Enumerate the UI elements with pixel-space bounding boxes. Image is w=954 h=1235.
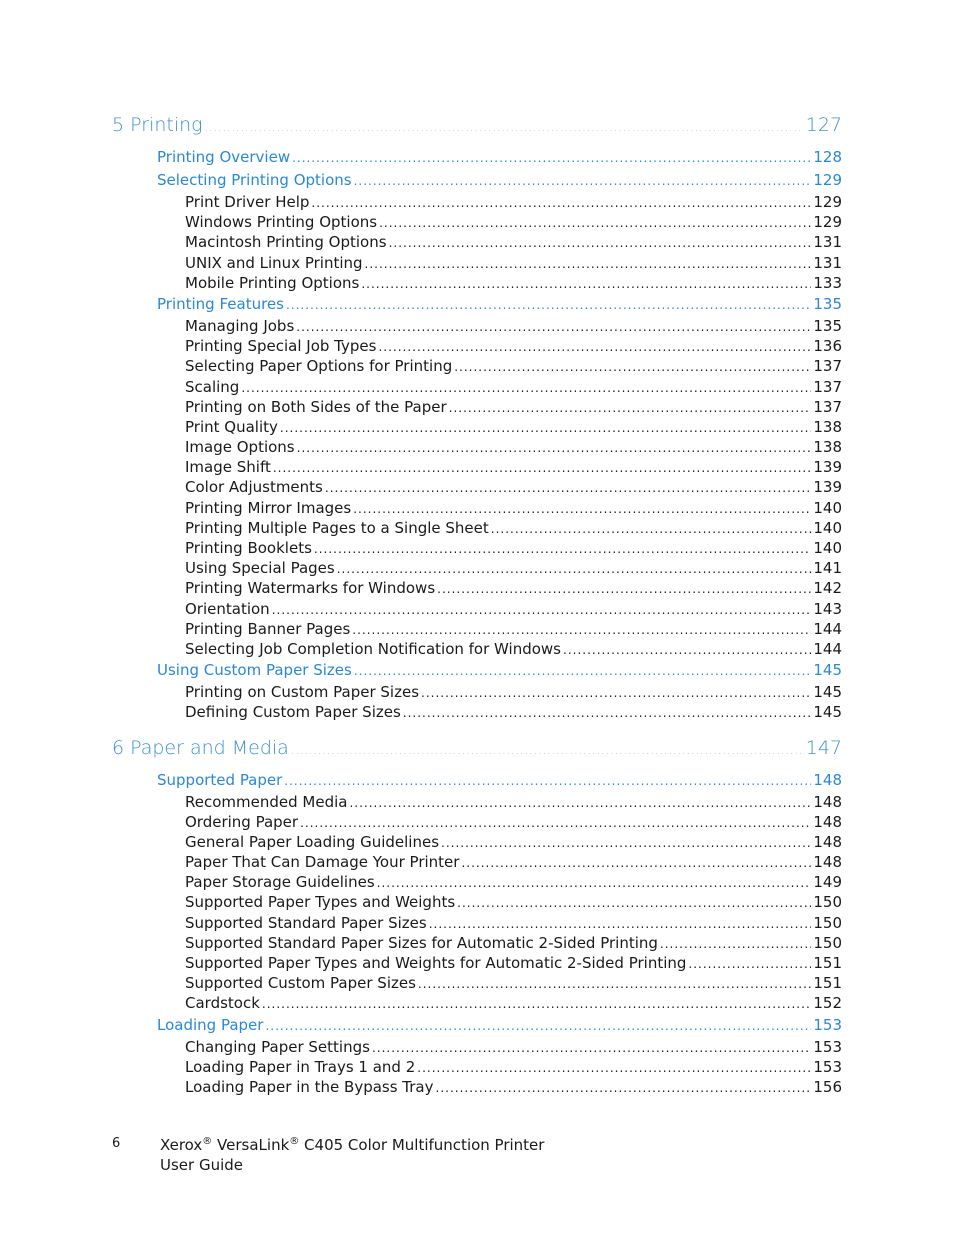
dot-leader bbox=[389, 233, 812, 253]
toc-subsection-title[interactable]: Supported Standard Paper Sizes for Automatic 2-Sided Printing bbox=[185, 933, 658, 952]
toc-subsection-page-number[interactable]: 137 bbox=[813, 357, 842, 376]
toc-subsection-title[interactable]: Paper That Can Damage Your Printer bbox=[185, 853, 460, 872]
dot-leader bbox=[311, 193, 811, 213]
dot-leader bbox=[417, 1058, 811, 1078]
toc-subsection[interactable] bbox=[185, 192, 842, 212]
toc-subsection-page-number[interactable]: 142 bbox=[813, 579, 842, 598]
toc-section-title[interactable]: Supported Paper bbox=[157, 770, 283, 789]
toc-chapter-title[interactable]: 5 Printing bbox=[112, 114, 203, 136]
toc-subsection[interactable] bbox=[185, 457, 842, 477]
toc-subsection-title[interactable]: Print Driver Help bbox=[185, 193, 310, 211]
dot-leader bbox=[563, 640, 811, 660]
toc-chapter-page-number[interactable]: 147 bbox=[805, 736, 842, 759]
toc-subsection[interactable] bbox=[185, 558, 842, 578]
dot-leader bbox=[354, 170, 812, 193]
toc-subsection-page-number[interactable]: 150 bbox=[813, 913, 842, 932]
toc-section[interactable] bbox=[157, 293, 842, 316]
toc-subsection-page-number[interactable]: 145 bbox=[813, 683, 842, 702]
toc-subsection-title[interactable]: Supported Custom Paper Sizes bbox=[185, 974, 416, 993]
toc-subsection-title[interactable]: Using Special Pages bbox=[185, 559, 335, 578]
dot-leader bbox=[286, 294, 811, 317]
dot-leader bbox=[377, 873, 812, 893]
chapter-spacer bbox=[0, 723, 954, 733]
toc-subsection-title[interactable]: Supported Paper Types and Weights bbox=[185, 893, 456, 912]
footer-product: VersaLink bbox=[217, 1136, 290, 1154]
toc-subsection[interactable] bbox=[185, 498, 842, 518]
toc-subsection-page-number[interactable]: 144 bbox=[813, 639, 842, 658]
toc-section-page-number[interactable]: 128 bbox=[813, 148, 842, 166]
toc-subsection-title[interactable]: Windows Printing Options bbox=[185, 213, 378, 232]
toc-subsection-page-number[interactable]: 133 bbox=[813, 273, 842, 292]
toc-subsection[interactable] bbox=[185, 1077, 842, 1097]
toc-section-page-number[interactable]: 153 bbox=[813, 1015, 842, 1034]
toc-subsection-page-number[interactable]: 151 bbox=[813, 974, 842, 993]
toc-section-title[interactable]: Using Custom Paper Sizes bbox=[157, 661, 352, 680]
toc-subsection-page-number[interactable]: 131 bbox=[813, 253, 842, 272]
toc-subsection[interactable] bbox=[185, 913, 842, 933]
toc-subsection[interactable] bbox=[185, 832, 842, 852]
toc-subsection-title[interactable]: Printing Multiple Pages to a Single Sheet bbox=[185, 518, 489, 537]
toc-chapter[interactable] bbox=[112, 110, 842, 140]
toc-subsection-page-number[interactable]: 138 bbox=[813, 438, 842, 457]
toc-subsection-page-number[interactable]: 129 bbox=[813, 193, 842, 211]
toc-subsection[interactable] bbox=[185, 933, 842, 953]
toc-section-title[interactable]: Selecting Printing Options bbox=[157, 171, 352, 189]
toc-subsection-page-number[interactable]: 131 bbox=[813, 233, 842, 252]
toc-subsection[interactable] bbox=[185, 792, 842, 812]
toc-subsection-title[interactable]: Printing Mirror Images bbox=[185, 498, 352, 517]
dot-leader bbox=[461, 853, 811, 873]
toc-subsection-title[interactable]: Printing Special Job Types bbox=[185, 337, 377, 356]
toc-subsection-title[interactable]: Selecting Job Completion Notification for Windows bbox=[185, 639, 561, 658]
dot-leader bbox=[365, 254, 812, 274]
toc-subsection[interactable] bbox=[185, 619, 842, 639]
dot-leader bbox=[325, 478, 811, 498]
dot-leader bbox=[284, 770, 811, 793]
toc-subsection-page-number[interactable]: 140 bbox=[813, 498, 842, 517]
toc-subsection-page-number[interactable]: 143 bbox=[813, 599, 842, 618]
toc-subsection-page-number[interactable]: 149 bbox=[813, 873, 842, 892]
toc-subsection[interactable] bbox=[185, 538, 842, 558]
toc-subsection-page-number[interactable]: 140 bbox=[813, 539, 842, 557]
toc-subsection-page-number[interactable]: 140 bbox=[813, 518, 842, 537]
toc-subsection-page-number[interactable]: 129 bbox=[813, 213, 842, 232]
table-of-contents bbox=[0, 110, 954, 1097]
toc-subsection-page-number[interactable]: 136 bbox=[813, 337, 842, 356]
toc-section-title[interactable]: Printing Overview bbox=[157, 148, 291, 166]
dot-leader bbox=[378, 337, 811, 357]
dot-leader bbox=[361, 274, 811, 294]
toc-section[interactable] bbox=[157, 169, 842, 192]
toc-subsection-title[interactable]: UNIX and Linux Printing bbox=[185, 253, 363, 272]
toc-subsection-title[interactable]: Image Shift bbox=[185, 458, 271, 477]
toc-subsection[interactable] bbox=[185, 892, 842, 912]
toc-subsection-title[interactable]: Scaling bbox=[185, 377, 240, 396]
toc-subsection[interactable] bbox=[185, 273, 842, 293]
dot-leader bbox=[297, 438, 812, 458]
dot-leader bbox=[429, 914, 812, 934]
toc-subsection[interactable] bbox=[185, 599, 842, 619]
toc-section[interactable] bbox=[157, 1014, 842, 1037]
dot-leader bbox=[265, 1015, 811, 1038]
dot-leader bbox=[241, 378, 811, 398]
registered-mark: ® bbox=[289, 1136, 300, 1147]
toc-subsection[interactable] bbox=[185, 518, 842, 538]
toc-subsection[interactable] bbox=[185, 812, 842, 832]
toc-subsection-page-number[interactable]: 151 bbox=[813, 954, 842, 972]
toc-subsection-page-number[interactable]: 148 bbox=[813, 832, 842, 851]
toc-chapter[interactable] bbox=[112, 733, 842, 763]
dot-leader bbox=[437, 579, 811, 599]
toc-subsection[interactable] bbox=[185, 356, 842, 376]
toc-section[interactable] bbox=[157, 659, 842, 682]
toc-subsection[interactable] bbox=[185, 973, 842, 993]
dot-leader bbox=[491, 519, 812, 539]
dot-leader bbox=[296, 317, 811, 337]
toc-subsection-page-number[interactable]: 150 bbox=[813, 933, 842, 952]
toc-subsection-title[interactable]: General Paper Loading Guidelines bbox=[185, 832, 440, 851]
toc-subsection[interactable] bbox=[185, 852, 842, 872]
dot-leader bbox=[337, 559, 812, 579]
toc-subsection[interactable] bbox=[185, 377, 842, 397]
toc-subsection[interactable] bbox=[185, 702, 842, 722]
toc-subsection-title[interactable]: Macintosh Printing Options bbox=[185, 233, 387, 252]
toc-subsection-page-number[interactable]: 148 bbox=[813, 792, 842, 811]
toc-subsection[interactable] bbox=[185, 639, 842, 659]
toc-subsection[interactable] bbox=[185, 682, 842, 702]
dot-leader bbox=[421, 683, 811, 703]
toc-subsection-page-number[interactable]: 152 bbox=[813, 994, 842, 1013]
toc-subsection[interactable] bbox=[185, 397, 842, 417]
toc-subsection-title[interactable]: Image Options bbox=[185, 438, 295, 457]
toc-subsection-title[interactable]: Loading Paper in the Bypass Tray bbox=[185, 1077, 434, 1096]
toc-subsection-title[interactable]: Supported Paper Types and Weights for Automatic 2-Sided Printing bbox=[185, 954, 687, 972]
dot-leader bbox=[436, 1078, 812, 1098]
toc-subsection-page-number[interactable]: 153 bbox=[813, 1057, 842, 1076]
toc-subsection[interactable] bbox=[185, 253, 842, 273]
dot-leader bbox=[688, 954, 811, 974]
toc-section-page-number[interactable]: 129 bbox=[813, 171, 842, 189]
dot-leader bbox=[449, 398, 812, 418]
dot-leader bbox=[403, 703, 812, 723]
toc-subsection[interactable] bbox=[185, 1037, 842, 1057]
toc-subsection-title[interactable]: Selecting Paper Options for Printing bbox=[185, 357, 453, 376]
toc-subsection-title[interactable]: Supported Standard Paper Sizes bbox=[185, 913, 427, 932]
footer-product-line bbox=[160, 1136, 544, 1154]
toc-subsection-page-number[interactable]: 148 bbox=[813, 812, 842, 831]
toc-section-title[interactable]: Printing Features bbox=[157, 294, 284, 313]
toc-subsection[interactable] bbox=[185, 872, 842, 892]
dot-leader bbox=[379, 213, 811, 233]
dot-leader bbox=[457, 893, 811, 913]
dot-leader bbox=[353, 499, 811, 519]
toc-subsection[interactable] bbox=[185, 232, 842, 252]
dot-leader bbox=[262, 994, 811, 1014]
toc-subsection-page-number[interactable]: 135 bbox=[813, 316, 842, 335]
toc-subsection-title[interactable]: Defining Custom Paper Sizes bbox=[185, 703, 401, 722]
footer-brand: Xerox bbox=[160, 1136, 203, 1154]
toc-subsection[interactable] bbox=[185, 437, 842, 457]
toc-subsection-page-number[interactable]: 137 bbox=[813, 397, 842, 416]
toc-subsection-title[interactable]: Changing Paper Settings bbox=[185, 1037, 370, 1056]
toc-subsection-title[interactable]: Ordering Paper bbox=[185, 812, 299, 831]
toc-subsection-title[interactable]: Mobile Printing Options bbox=[185, 273, 360, 292]
toc-subsection-page-number[interactable]: 153 bbox=[813, 1037, 842, 1056]
toc-subsection-page-number[interactable]: 144 bbox=[813, 619, 842, 638]
dot-leader bbox=[660, 934, 811, 954]
dot-leader bbox=[272, 600, 812, 620]
toc-subsection[interactable] bbox=[185, 1057, 842, 1077]
toc-subsection-page-number[interactable]: 139 bbox=[813, 478, 842, 497]
dot-leader bbox=[372, 1038, 811, 1058]
toc-subsection-page-number[interactable]: 156 bbox=[813, 1077, 842, 1096]
toc-subsection[interactable] bbox=[185, 316, 842, 336]
dot-leader bbox=[291, 736, 804, 766]
toc-subsection-page-number[interactable]: 148 bbox=[813, 853, 842, 872]
footer-doc-type: User Guide bbox=[160, 1156, 244, 1174]
toc-subsection-title[interactable]: Printing on Custom Paper Sizes bbox=[185, 683, 420, 702]
dot-leader bbox=[441, 833, 811, 853]
toc-section-page-number[interactable]: 145 bbox=[813, 661, 842, 680]
toc-subsection-title[interactable]: Orientation bbox=[185, 599, 270, 618]
toc-section-title[interactable]: Loading Paper bbox=[157, 1015, 264, 1034]
toc-section[interactable] bbox=[157, 769, 842, 792]
dot-leader bbox=[314, 539, 811, 559]
toc-subsection[interactable] bbox=[185, 212, 842, 232]
toc-subsection[interactable] bbox=[185, 993, 842, 1013]
dot-leader bbox=[205, 113, 804, 143]
dot-leader bbox=[349, 793, 811, 813]
toc-subsection-title[interactable]: Color Adjustments bbox=[185, 478, 323, 497]
dot-leader bbox=[354, 660, 812, 683]
dot-leader bbox=[300, 813, 811, 833]
toc-subsection-title[interactable]: Printing Watermarks for Windows bbox=[185, 579, 436, 598]
dot-leader bbox=[292, 147, 811, 170]
toc-subsection[interactable] bbox=[185, 417, 842, 437]
toc-subsection-page-number[interactable]: 139 bbox=[813, 458, 842, 477]
toc-subsection-title[interactable]: Print Quality bbox=[185, 417, 278, 436]
toc-subsection-page-number[interactable]: 145 bbox=[813, 703, 842, 722]
toc-subsection-page-number[interactable]: 141 bbox=[813, 559, 842, 578]
toc-subsection-page-number[interactable]: 137 bbox=[813, 377, 842, 396]
registered-mark: ® bbox=[202, 1136, 213, 1147]
toc-subsection-title[interactable]: Cardstock bbox=[185, 994, 260, 1013]
dot-leader bbox=[454, 357, 811, 377]
toc-subsection-title[interactable]: Printing on Both Sides of the Paper bbox=[185, 397, 447, 416]
toc-subsection-title[interactable]: Paper Storage Guidelines bbox=[185, 873, 375, 892]
toc-subsection-title[interactable]: Managing Jobs bbox=[185, 316, 295, 335]
toc-subsection-title[interactable]: Loading Paper in Trays 1 and 2 bbox=[185, 1057, 416, 1076]
toc-subsection-page-number[interactable]: 138 bbox=[813, 417, 842, 436]
toc-chapter-title[interactable]: 6 Paper and Media bbox=[112, 736, 289, 759]
toc-section-page-number[interactable]: 135 bbox=[813, 294, 842, 313]
dot-leader bbox=[352, 620, 811, 640]
toc-section[interactable] bbox=[157, 146, 842, 169]
dot-leader bbox=[280, 418, 811, 438]
toc-section-page-number[interactable]: 148 bbox=[813, 770, 842, 789]
toc-subsection[interactable] bbox=[185, 953, 842, 973]
toc-subsection-page-number[interactable]: 150 bbox=[813, 893, 842, 912]
dot-leader bbox=[418, 974, 811, 994]
toc-subsection-title[interactable]: Recommended Media bbox=[185, 792, 348, 811]
toc-subsection[interactable] bbox=[185, 336, 842, 356]
footer-model: C405 Color Multifunction Printer bbox=[304, 1136, 545, 1154]
toc-subsection-title[interactable]: Printing Banner Pages bbox=[185, 619, 351, 638]
toc-subsection[interactable] bbox=[185, 477, 842, 497]
toc-subsection-title[interactable]: Printing Booklets bbox=[185, 539, 312, 557]
toc-chapter-page-number[interactable]: 127 bbox=[805, 114, 842, 136]
dot-leader bbox=[273, 458, 812, 478]
toc-subsection[interactable] bbox=[185, 578, 842, 598]
page-number: 6 bbox=[112, 1136, 121, 1151]
